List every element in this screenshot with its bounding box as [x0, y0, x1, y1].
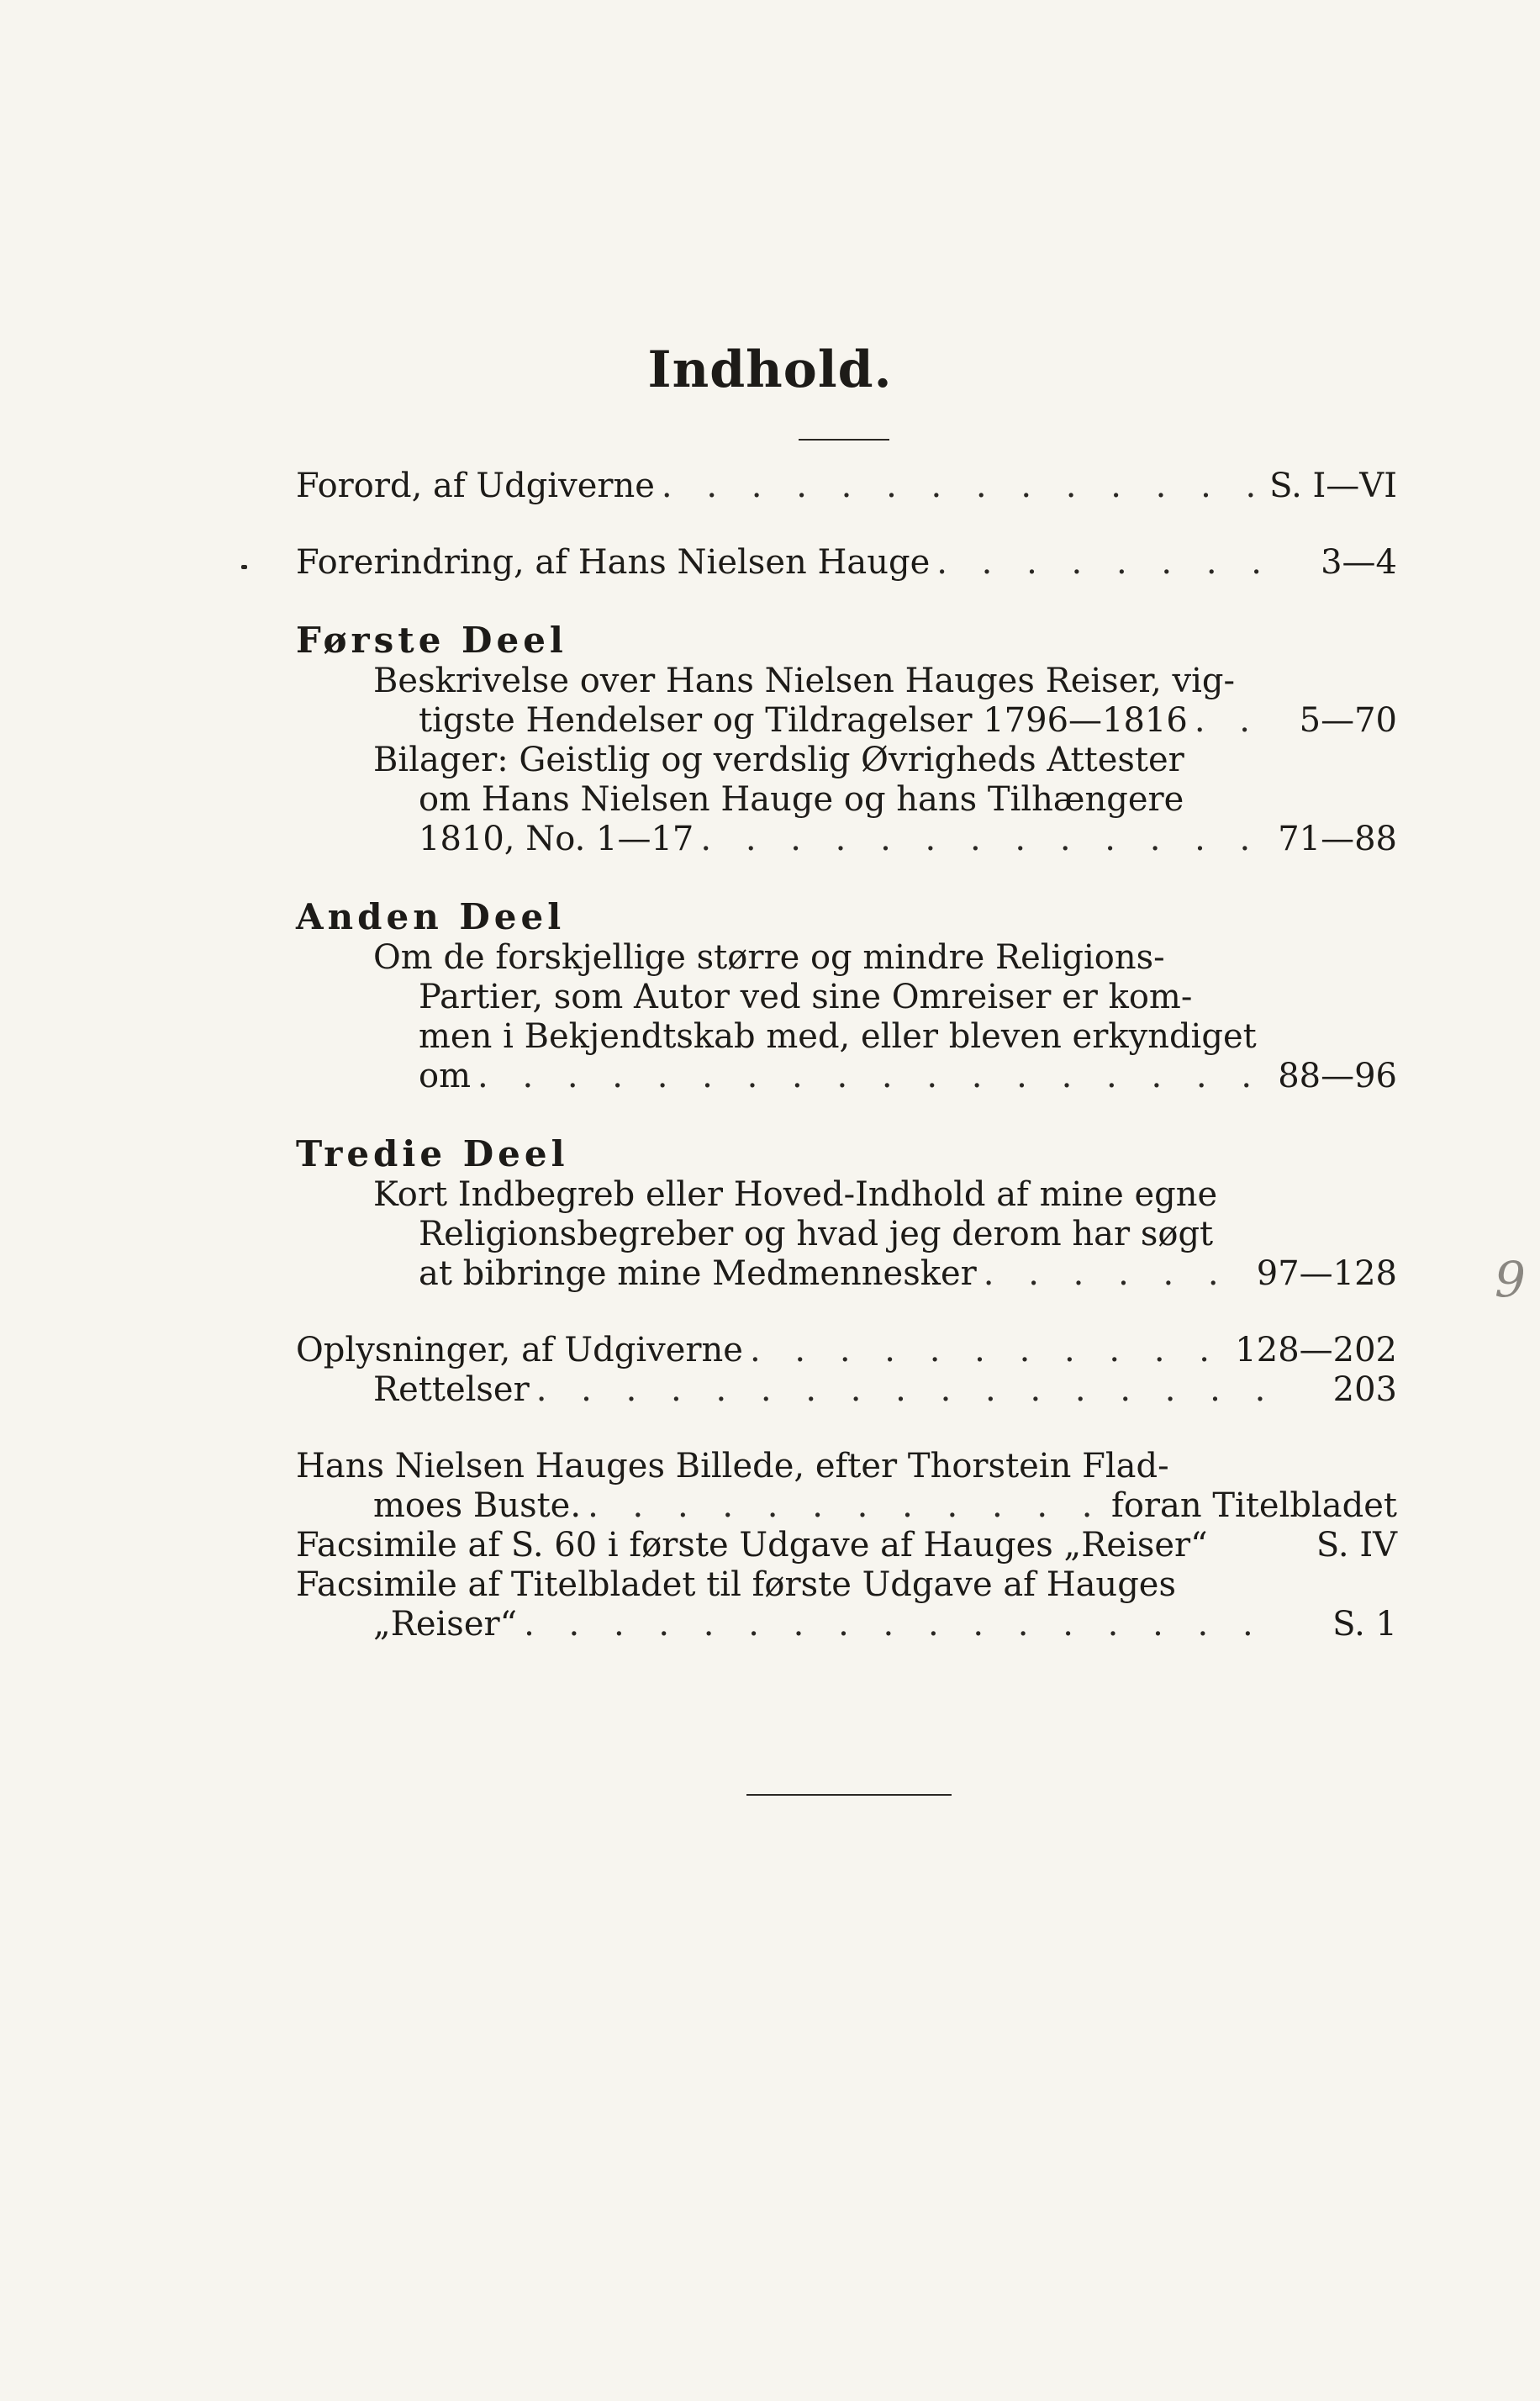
toc-line [296, 1526, 1397, 1565]
toc-entry [296, 1331, 1397, 1410]
toc-line [296, 1215, 1397, 1254]
toc-entry [296, 620, 1397, 859]
page-reference: foran Titelbladet [1111, 1486, 1397, 1525]
dot-leader [581, 1486, 1100, 1526]
toc-line [296, 543, 1397, 583]
toc-line-text: Bilager: Geistlig og verdslig Øvrigheds Attester [373, 741, 1184, 779]
toc-line [296, 1254, 1397, 1294]
page-reference: 5—70 [1299, 701, 1397, 740]
page-reference: S. I—VI [1269, 467, 1397, 505]
stray-mark [241, 565, 247, 569]
toc-line-text: men i Bekjendtskab med, eller bleven erkyndiget [419, 1017, 1257, 1056]
toc-line-text: Religionsbegreber og hvad jeg derom har søgt [419, 1215, 1214, 1253]
toc-line-text: Oplysninger, af Udgiverne [296, 1331, 743, 1369]
page-reference: 71—88 [1278, 820, 1397, 858]
page-reference: S. IV [1316, 1526, 1397, 1565]
toc-line-text: Facsimile af S. 60 i første Udgave af Hauges „Reiser“ [296, 1526, 1208, 1565]
toc-line-text: Forerindring, af Hans Nielsen Hauge [296, 543, 931, 582]
toc-line-text: tigste Hendelser og Tildragelser 1796—1816 [419, 701, 1188, 740]
toc-line [296, 978, 1397, 1017]
toc-line-text: Rettelser [373, 1370, 530, 1409]
page-reference: S. 1 [1332, 1605, 1397, 1644]
part-heading: Tredie Deel [296, 1133, 569, 1174]
toc-line [296, 741, 1397, 780]
part-heading: Første Deel [296, 620, 567, 661]
dot-leader [517, 1605, 1284, 1644]
dot-leader [655, 467, 1258, 506]
toc-line-text: 1810, No. 1—17 [419, 820, 694, 858]
toc-line [296, 1486, 1397, 1526]
toc-line-text: moes Buste. [373, 1486, 582, 1525]
toc-line-text: „Reiser“ [373, 1605, 518, 1644]
toc-line [296, 1370, 1397, 1410]
title-divider [799, 439, 889, 441]
table-of-contents [296, 467, 1397, 1681]
toc-line [296, 1057, 1397, 1096]
toc-line-text: Om de forskjellige større og mindre Religions- [373, 938, 1165, 977]
dot-leader [694, 820, 1266, 859]
toc-line-text: Partier, som Autor ved sine Omreiser er kom- [419, 978, 1193, 1016]
page-reference: 88—96 [1278, 1057, 1397, 1095]
toc-line [296, 780, 1397, 820]
toc-line [296, 1017, 1397, 1057]
toc-line [296, 701, 1397, 741]
toc-line-text: Facsimile af Titelbladet til første Udgave af Hauges [296, 1565, 1176, 1604]
toc-line [296, 1447, 1397, 1486]
toc-line [296, 1331, 1397, 1370]
toc-line-text: Forord, af Udgiverne [296, 467, 655, 505]
dot-leader [743, 1331, 1223, 1370]
page-reference: 97—128 [1256, 1254, 1397, 1293]
toc-line [296, 820, 1397, 859]
page-reference: 203 [1332, 1370, 1397, 1409]
dot-leader [530, 1370, 1284, 1410]
toc-line-text: om Hans Nielsen Hauge og hans Tilhængere [419, 780, 1184, 819]
page-title: Indhold. [647, 340, 893, 399]
part-heading: Anden Deel [296, 896, 566, 937]
toc-line-text: Kort Indbegreb eller Hoved-Indhold af mine egne [373, 1175, 1218, 1214]
dot-leader [930, 543, 1284, 583]
toc-line [296, 1605, 1397, 1644]
end-divider [746, 1794, 952, 1796]
toc-entry [296, 1133, 1397, 1294]
dot-leader [1188, 701, 1284, 741]
dot-leader [471, 1057, 1266, 1096]
toc-line-text: Beskrivelse over Hans Nielsen Hauges Reiser, vig- [373, 662, 1236, 700]
toc-line [296, 938, 1397, 978]
margin-pencil-note: 9 [1495, 1251, 1526, 1308]
toc-entry [296, 543, 1397, 583]
toc-entry [296, 467, 1397, 506]
toc-line [296, 467, 1397, 506]
toc-entry [296, 896, 1397, 1096]
toc-line [296, 1565, 1397, 1605]
toc-line-text: Hans Nielsen Hauges Billede, efter Thorstein Flad- [296, 1447, 1169, 1485]
toc-line-text: om [419, 1057, 472, 1095]
toc-line [296, 662, 1397, 701]
dot-leader [977, 1254, 1245, 1294]
toc-line [296, 1175, 1397, 1215]
toc-entry [296, 1447, 1397, 1644]
page-reference: 3—4 [1321, 543, 1397, 582]
page-reference: 128—202 [1235, 1331, 1397, 1369]
toc-line-text: at bibringe mine Medmennesker [419, 1254, 977, 1293]
